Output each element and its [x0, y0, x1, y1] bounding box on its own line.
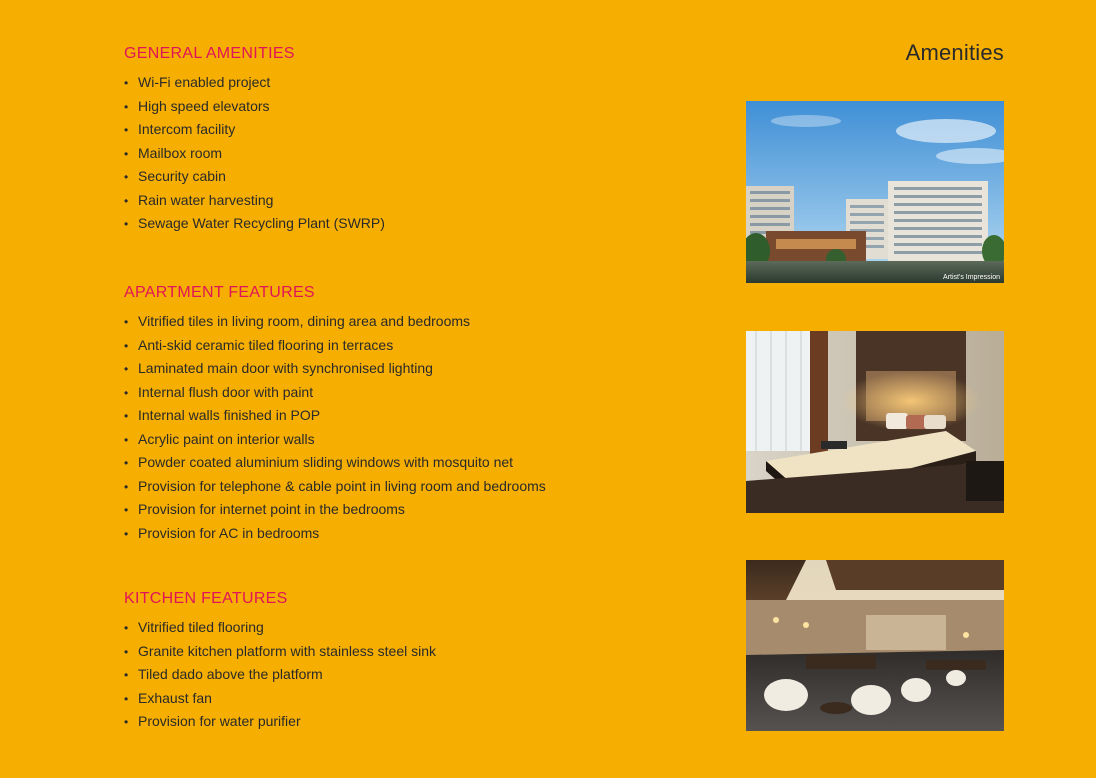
bullet-icon: • — [124, 385, 129, 400]
kitchen-features-heading: KITCHEN FEATURES — [124, 590, 288, 607]
list-item: • Intercom facility — [124, 118, 385, 142]
bullet-icon: • — [124, 338, 129, 353]
kitchen-features-section — [124, 590, 436, 734]
list-item: • Rain water harvesting — [124, 189, 385, 213]
bullet-icon: • — [124, 691, 129, 706]
list-item: • Provision for AC in bedrooms — [124, 522, 546, 546]
bullet-icon: • — [124, 170, 129, 184]
bullet-icon: • — [124, 479, 129, 494]
artists-impression-caption: Artist's Impression — [943, 274, 1000, 281]
bullet-icon: • — [124, 193, 129, 208]
bullet-icon: • — [124, 668, 129, 682]
kitchen-features-list — [124, 616, 436, 734]
bullet-icon: • — [124, 432, 129, 447]
list-item: • Granite kitchen platform with stainless steel sink — [124, 640, 436, 664]
apartment-features-section — [124, 284, 546, 545]
bullet-icon: • — [124, 715, 129, 729]
general-amenities-heading: GENERAL AMENITIES — [124, 45, 295, 62]
lounge-photo — [746, 560, 1004, 731]
list-item: • Provision for internet point in the bedrooms — [124, 498, 546, 522]
apartment-features-list — [124, 310, 546, 545]
list-item: • Provision for telephone & cable point in living room and bedrooms — [124, 475, 546, 499]
bullet-icon: • — [124, 644, 129, 659]
list-item: • Vitrified tiled flooring — [124, 616, 436, 640]
list-item: • Powder coated aluminium sliding windows with mosquito net — [124, 451, 546, 475]
list-item: • High speed elevators — [124, 95, 385, 119]
bullet-icon: • — [124, 217, 129, 231]
general-amenities-list — [124, 71, 385, 236]
list-item: • Wi-Fi enabled project — [124, 71, 385, 95]
list-item: • Anti-skid ceramic tiled flooring in terraces — [124, 334, 546, 358]
bullet-icon: • — [124, 362, 129, 376]
bullet-icon: • — [124, 456, 129, 470]
list-item: • Exhaust fan — [124, 687, 436, 711]
list-item: • Laminated main door with synchronised lighting — [124, 357, 546, 381]
bullet-icon: • — [124, 123, 129, 137]
list-item: • Mailbox room — [124, 142, 385, 166]
page-title: Amenities — [905, 40, 1004, 65]
bullet-icon: • — [124, 315, 129, 329]
bullet-icon: • — [124, 526, 129, 541]
list-item: • Internal walls finished in POP — [124, 404, 546, 428]
bedroom-photo — [746, 331, 1004, 513]
building-exterior-photo — [746, 101, 1004, 283]
list-item: • Security cabin — [124, 165, 385, 189]
list-item: • Vitrified tiles in living room, dining area and bedrooms — [124, 310, 546, 334]
bullet-icon: • — [124, 621, 129, 635]
list-item: • Internal flush door with paint — [124, 381, 546, 405]
bullet-icon: • — [124, 146, 129, 161]
list-item: • Sewage Water Recycling Plant (SWRP) — [124, 212, 385, 236]
list-item: • Acrylic paint on interior walls — [124, 428, 546, 452]
general-amenities-section — [124, 45, 385, 236]
bullet-icon: • — [124, 409, 129, 423]
list-item: • Tiled dado above the platform — [124, 663, 436, 687]
list-item: • Provision for water purifier — [124, 710, 436, 734]
apartment-features-heading: APARTMENT FEATURES — [124, 284, 315, 301]
bullet-icon: • — [124, 503, 129, 517]
bullet-icon: • — [124, 76, 129, 90]
bullet-icon: • — [124, 99, 129, 114]
